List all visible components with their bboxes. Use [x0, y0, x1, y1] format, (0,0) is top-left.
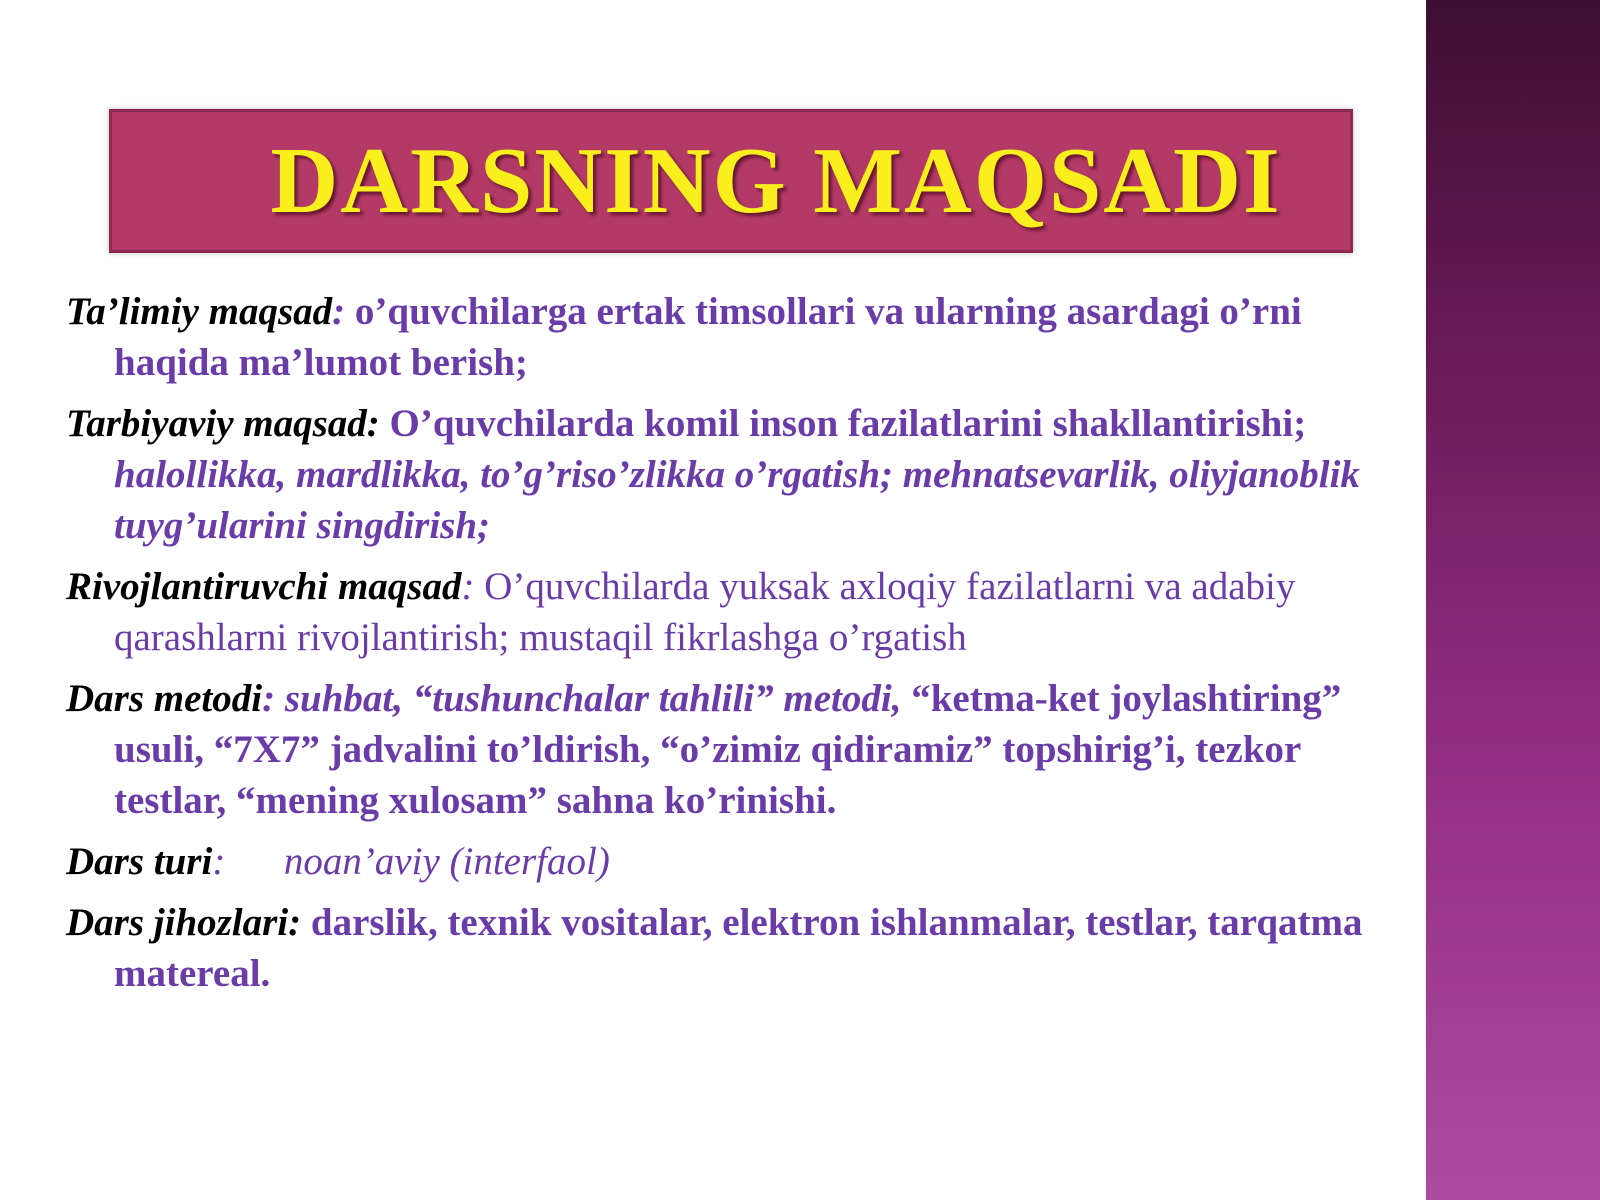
lesson-method	[66, 673, 1406, 826]
item-label: Dars jihozlari:	[66, 901, 302, 944]
title-banner	[109, 109, 1353, 253]
slide-title: DARSNING MAQSADI	[270, 129, 1282, 233]
item-label: Rivojlantiruvchi maqsad	[66, 565, 462, 608]
item-text: O’quvchilarda komil inson fazilatlarini shakllantirishi;	[379, 402, 1307, 445]
item-text: O’quvchilarda yuksak axloqiy fazilatlarni va adabiy qarashlarni rivojlantirish; mustaqil fikrlashga o’rgatish	[114, 565, 1296, 659]
item-separator: :	[461, 565, 475, 608]
item-separator: :	[212, 840, 226, 883]
objective-educational	[66, 286, 1406, 388]
item-label: Tarbiyaviy maqsad:	[66, 402, 380, 445]
item-label: Ta’limiy maqsad	[66, 290, 333, 333]
objective-developmental	[66, 561, 1406, 663]
item-text: “ketma-ket joylashtiring” usuli, “7X7” jadvalini to’ldirish, “o’zimiz qidiramiz” topshirig’i, tezkor testlar, “mening xulosam” sahna ko’rinishi.	[114, 677, 1342, 822]
item-label: Dars turi	[66, 840, 213, 883]
decorative-side-band	[1426, 0, 1600, 1200]
lesson-type	[66, 836, 1406, 887]
item-label: Dars metodi	[66, 677, 263, 720]
item-text-italic: suhbat, “tushunchalar tahlili” metodi,	[275, 677, 912, 720]
slide-content	[66, 286, 1406, 1009]
item-text: noan’aviy (interfaol)	[225, 840, 610, 883]
lesson-equipment	[66, 897, 1406, 999]
item-text: o’quvchilarga ertak timsollari va ularning asardagi o’rni haqida ma’lumot berish;	[114, 290, 1302, 384]
item-text: darslik, texnik vositalar, elektron ishlanmalar, testlar, tarqatma matereal.	[114, 901, 1363, 995]
item-separator: :	[332, 290, 346, 333]
item-text-italic: halollikka, mardlikka, to’g’riso’zlikka o’rgatish; mehnatsevarlik, oliyjanoblik tuyg’ularini singdirish;	[114, 453, 1360, 547]
item-separator: :	[262, 677, 276, 720]
objective-upbringing	[66, 398, 1406, 551]
